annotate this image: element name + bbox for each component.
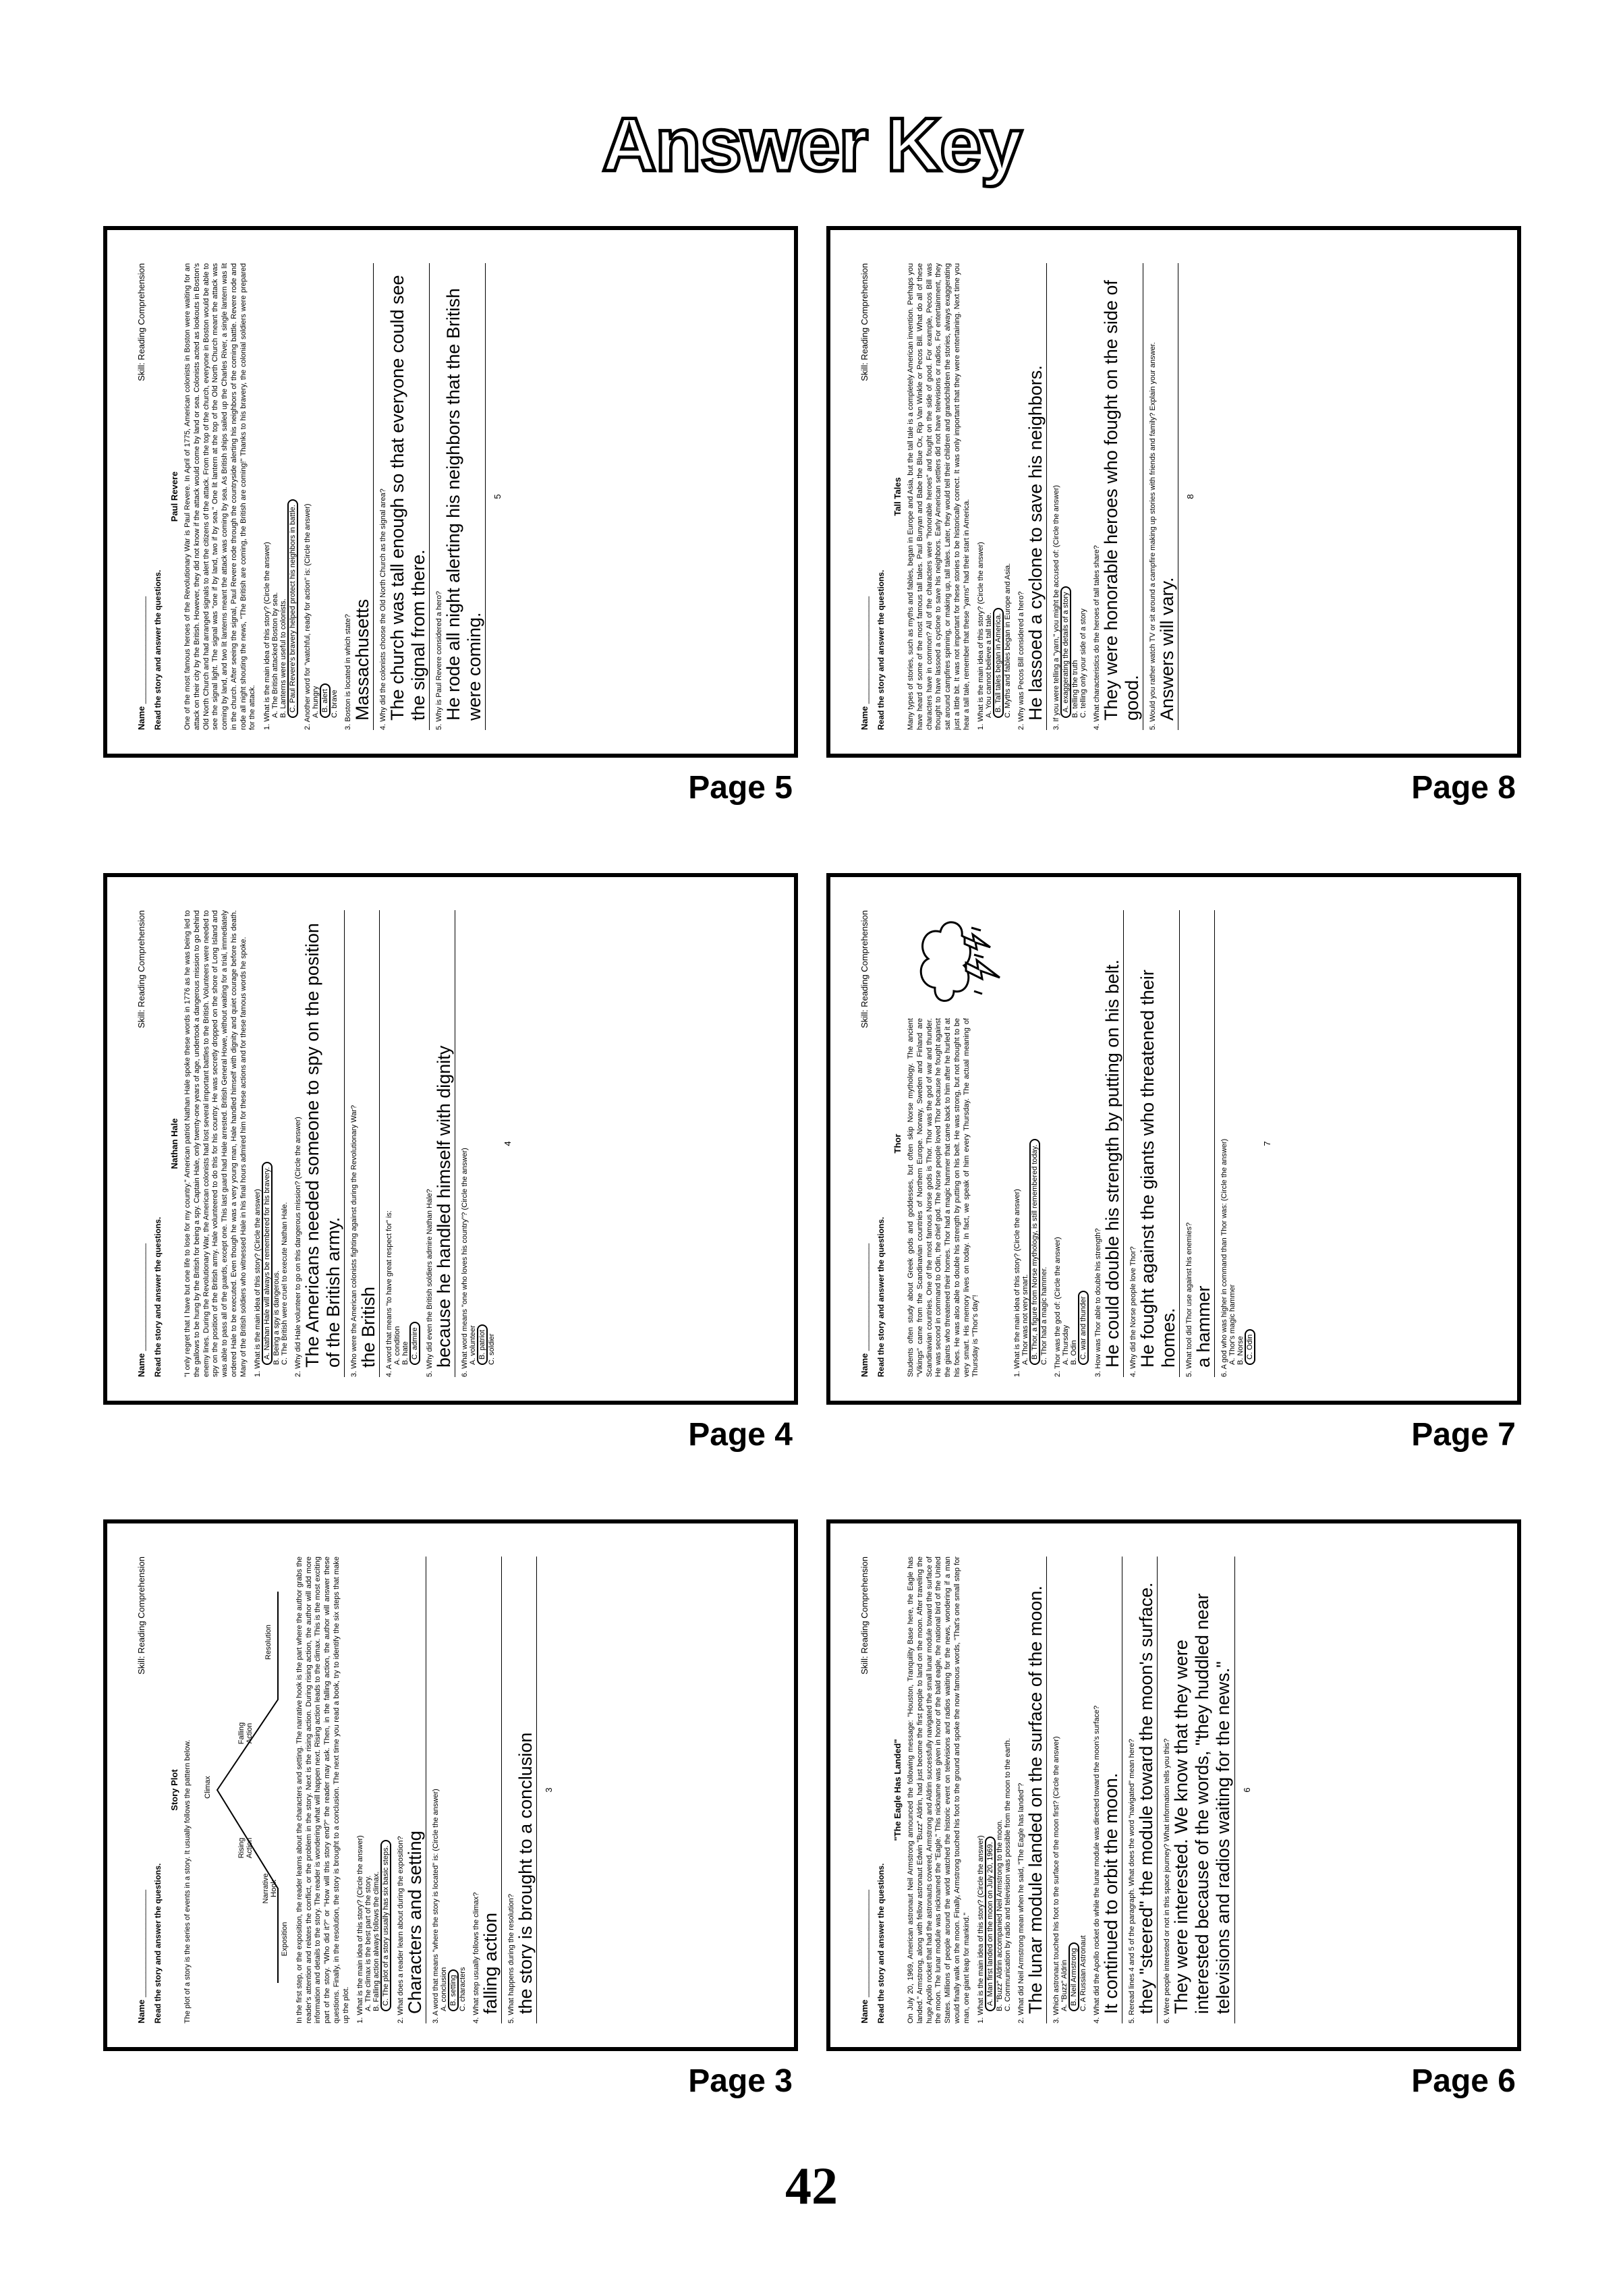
thumbnail-page-8 bbox=[826, 226, 1521, 806]
thumbnail-page-7 bbox=[826, 873, 1521, 1453]
question-1: 1. What is the main idea of this story? (Circle the answer) bbox=[977, 1835, 986, 2023]
question-1: 1. What is the main idea of this story? (Circle the answer) bbox=[1013, 1189, 1021, 1377]
name-label: Name ______________________ bbox=[859, 596, 870, 730]
circled-answer: C. The plot of a story usually has six basic steps. bbox=[380, 1840, 391, 2011]
circled-answer: B. Tall tales began in America. bbox=[993, 608, 1004, 718]
question-3: 3. How was Thor able to double his strength? bbox=[1094, 1228, 1102, 1377]
page-footer-number: 7 bbox=[1262, 1141, 1273, 1146]
option: A. Thor's magic hammer bbox=[1228, 1284, 1237, 1365]
page-footer-number: 8 bbox=[1185, 494, 1196, 499]
question-5: 5. Reread lines 4 and 5 of the paragraph. What does the word "navigated" mean here? bbox=[1128, 1739, 1137, 2023]
diagram-label-rising: Rising Action bbox=[237, 1837, 254, 1859]
option: C. brave bbox=[331, 690, 339, 718]
story-title: Paul Revere bbox=[169, 471, 179, 522]
circled-answer: C. Paul Revere's bravery helped protect his neighbors in battle. bbox=[287, 499, 298, 718]
story-body: Many types of stories, such as myths and fables, began in Europe and Asia, but the tall tale is a completely American invention. Perhaps you have heard of some of the most famous tall tales. Paul Bunyan and Babe the Blue Ox, Rip Van Winkle or Pecos Bill. What do all of these characters have in common? All of the characters were "honorable heroes" and fought on the side of good. For example, Pecos Bill was thought to have lassoed a cyclone to save his neighbors. Early American settlers did not have televisions or radios. For entertainment, they sat around campfires spinning, or making up, tall tales. Later, they would tell their children and grandchildren the stories, always exaggerating just a little bit. It was not important for these stories to be historically correct. It was only important that they were entertaining. Next time you hear a tall tale, remember that these "yarns" had their start in America. bbox=[907, 263, 971, 730]
question-4: 4. What characteristics do the heroes of tall tales share? bbox=[1093, 545, 1102, 730]
handwritten-answer: Answers will vary. bbox=[1157, 263, 1178, 730]
option: B. telling the truth bbox=[1071, 660, 1080, 718]
option: C. telling only your side of a story bbox=[1079, 608, 1088, 718]
question-4: 4. A word that means "to have great respect for" is: bbox=[385, 1210, 394, 1377]
circled-answer: A. exaggerating the details of a story bbox=[1060, 586, 1071, 718]
question-1: 1. What is the main idea of this story? (Circle the answer) bbox=[977, 542, 986, 730]
name-label: Name ______________________ bbox=[136, 1243, 146, 1377]
page-label: Page 8 bbox=[1411, 770, 1516, 806]
handwritten-answer: They were interested. We know that they were interested because of the words, "they huddled near televisions and radios waiting for the news." bbox=[1171, 1557, 1234, 2023]
circled-answer: A. Nathan Hale will always be remembered for his bravery. bbox=[262, 1162, 273, 1365]
circled-answer: B. Neil Armstrong bbox=[1069, 1942, 1079, 2011]
question-2: 2. What did Neil Armstrong mean when he said, "The Eagle has landed"? bbox=[1017, 1783, 1026, 2023]
thumbnail-page-4 bbox=[103, 873, 798, 1453]
skill-label: Skill: Reading Comprehension bbox=[136, 1557, 146, 1675]
story-title: Tall Tales bbox=[892, 477, 903, 516]
question-1: 1. What is the main idea of this story? (Circle the answer) bbox=[356, 1835, 365, 2023]
handwritten-answer: Massachusetts bbox=[352, 263, 374, 730]
instructions: Read the story and answer the questions. bbox=[153, 1216, 163, 1377]
thumbnail-page-6 bbox=[826, 1519, 1521, 2099]
handwritten-answer: Characters and setting bbox=[405, 1557, 426, 2023]
option: A. conclusion bbox=[440, 1967, 449, 2011]
option: A. condition bbox=[393, 1326, 402, 1365]
question-5: 5. Would you rather watch TV or sit around a campfire making up stories with friends and family? Explain your answer. bbox=[1149, 342, 1158, 730]
page-number: 42 bbox=[785, 2156, 838, 2215]
thumbnail-page-5 bbox=[103, 226, 798, 806]
circled-answer: B. setting bbox=[448, 1969, 459, 2011]
question-4: 4. Why did the Norse people love Thor? bbox=[1129, 1246, 1138, 1377]
question-2: 2. Why did Hale volunteer to go on this dangerous mission? (Circle the answer) bbox=[294, 1117, 303, 1377]
option: B. Falling action always follows the climax. bbox=[372, 1871, 381, 2011]
handwritten-answer: because he handled himself with dignity bbox=[434, 910, 455, 1377]
handwritten-answer: It continued to orbit the moon. bbox=[1101, 1557, 1122, 2023]
option: A. Thor was not very smart. bbox=[1021, 1274, 1029, 1365]
worksheet-page-8 bbox=[859, 263, 1489, 730]
skill-label: Skill: Reading Comprehension bbox=[859, 1557, 870, 1675]
handwritten-answer: falling action bbox=[480, 1557, 502, 2023]
option: A. volunteer bbox=[469, 1325, 478, 1365]
worksheet-page-5 bbox=[136, 263, 766, 730]
circled-answer: C. war and thunder bbox=[1078, 1291, 1089, 1365]
question-1: 1. What is the main idea of this story? (Circle the answer) bbox=[263, 542, 271, 730]
page-footer-number: 6 bbox=[1241, 1787, 1252, 1793]
page-footer-number: 5 bbox=[492, 494, 503, 499]
thumbnail-frame bbox=[103, 873, 798, 1405]
handwritten-answer: He rode all night alerting his neighbors that the British were coming. bbox=[443, 263, 486, 730]
page-label: Page 6 bbox=[1411, 2063, 1516, 2099]
page-title: Answer Key bbox=[602, 103, 1021, 187]
worksheet-page-4 bbox=[136, 910, 766, 1377]
handwritten-answer: the story is brought to a conclusion bbox=[515, 1557, 537, 2023]
question-6: 6. A god who was higher in command than Thor was: (Circle the answer) bbox=[1220, 1138, 1229, 1377]
story-title: Thor bbox=[892, 1133, 903, 1154]
option: C. Myths and fables began in Europe and Asia. bbox=[1004, 563, 1013, 718]
page-label: Page 3 bbox=[688, 2063, 793, 2099]
option: B. Being a spy is dangerous. bbox=[273, 1270, 281, 1365]
question-3: 3. Which astronaut touched his foot to the surface of the moon first? (Circle the answer) bbox=[1052, 1736, 1061, 2023]
circled-answer: A. Man first landed on the moon on July 20, 1969. bbox=[985, 1837, 996, 2011]
story-body: On July 20, 1969, American astronaut Neil Armstrong announced the following message: "Houston, Tranquility Base here, the Eagle has landed." Armstrong, along with fellow astronaut Edwin "Buzz" Aldrin, had just become the first people to land on the moon. After traveling the huge Apollo rocket that had the astronauts covered, Armstrong and Aldrin successfully navigated the small lunar module toward the surface of the moon. The lunar module was nicknamed the "Eagle." This nickname was given in honor of the bald eagle, the national bird of the United States. Millions of people around the world watched the historic event on televisions and radios waiting for the news, wondering if a man would finally walk on the moon. Finally, Armstrong touched his foot to the ground and spoke the now famous words, "That's one small step for man, one giant leap for mankind." bbox=[907, 1557, 971, 2023]
handwritten-answer: a hammer bbox=[1193, 910, 1215, 1377]
name-label: Name ______________________ bbox=[859, 1243, 870, 1377]
instructions: Read the story and answer the questions. bbox=[153, 1863, 163, 2023]
skill-label: Skill: Reading Comprehension bbox=[859, 910, 870, 1028]
option: A. The climax is the best part of the story. bbox=[364, 1875, 373, 2011]
option: B. "Buzz" Aldrin accompanied Neil Armstrong to the moon. bbox=[996, 1819, 1004, 2011]
question-5: 5. Why is Paul Revere considered a hero? bbox=[435, 590, 444, 730]
page-label: Page 5 bbox=[688, 770, 793, 806]
question-4: 4. What did the Apollo rocket do while the lunar module was directed toward the moon's surface? bbox=[1093, 1705, 1102, 2023]
option: A. The British attacked Boston by sea. bbox=[271, 592, 279, 718]
option: B. Odin bbox=[1070, 1340, 1078, 1365]
name-label: Name ______________________ bbox=[859, 1889, 870, 2023]
handwritten-answer: the British bbox=[358, 910, 380, 1377]
question-3: 3. Who were the American colonists fighting against during the Revolutionary War? bbox=[350, 1104, 359, 1377]
thumbnail-frame bbox=[103, 1519, 798, 2051]
page-label: Page 7 bbox=[1411, 1417, 1516, 1453]
thumbnail-frame bbox=[826, 226, 1521, 758]
question-1: 1. What is the main idea of this story? (Circle the answer) bbox=[254, 1189, 262, 1377]
circled-answer: B. Thor, a figure from Norse mythology, is still remembered today. bbox=[1029, 1139, 1040, 1365]
instructions: Read the story and answer the questions. bbox=[876, 1863, 886, 2023]
worksheet-page-7 bbox=[859, 910, 1489, 1377]
option: A. Thursday bbox=[1062, 1324, 1070, 1365]
diagram-label-falling: Falling Action bbox=[237, 1722, 254, 1745]
page-footer-number: 3 bbox=[544, 1787, 554, 1793]
instructions: Read the story and answer the questions. bbox=[153, 569, 163, 730]
thumbnail-frame bbox=[826, 873, 1521, 1405]
option: C. Communication by radio and television was possible from the moon to the earth. bbox=[1004, 1738, 1013, 2011]
question-6: 6. Were people interested or not in this space journey? What information tells you this? bbox=[1163, 1738, 1172, 2023]
question-6: 6. What word means "one who loves his country"? (Circle the answer) bbox=[461, 1148, 469, 1377]
story-body: Students often study about Greek gods and goddesses, but often skip Norse mythology. The ancient "Vikings" came from the Scandinavian countries of Northern Europe. Norway, Sweden and Finland are Scandinavian countries. One of the most famous Norse gods is Thor. Thor was the god of war and thunder. He was second in command to Odin, the chief god. The Norse people loved Thor because he fought against the giants who threatened their homes. Thor had a magic hammer that came back to him after he hurled it at his foes. He was also able to double his strength by putting on his belt. He was strong, but not thought to be very smart. His memory lives on today. In fact, we speak of him every Thursday. The actual meaning of Thursday is "Thor's day"! bbox=[907, 1018, 980, 1377]
option: A. hungry bbox=[312, 685, 320, 718]
question-5: 5. Why did even the British soldiers admire Nathan Hale? bbox=[426, 1189, 434, 1377]
option: A. You cannot believe a tall tale. bbox=[985, 613, 994, 718]
thumbnail-frame bbox=[103, 226, 798, 758]
option: A. "Buzz" Aldrin bbox=[1060, 1959, 1069, 2011]
question-5: 5. What tool did Thor use against his enemies? bbox=[1185, 1222, 1194, 1377]
page-label: Page 4 bbox=[688, 1417, 793, 1453]
handwritten-answer: He lassoed a cyclone to save his neighbors. bbox=[1025, 263, 1047, 730]
skill-label: Skill: Reading Comprehension bbox=[136, 263, 146, 381]
plot-diagram bbox=[197, 1557, 291, 2023]
worksheet-page-3 bbox=[136, 1557, 766, 2023]
circled-answer: C. Odin bbox=[1245, 1329, 1255, 1365]
handwritten-answer: He fought against the giants who threatened their homes. bbox=[1137, 910, 1180, 1377]
diagram-label-hook: Narrative Hook bbox=[261, 1873, 278, 1904]
handwritten-answer: The Americans needed someone to spy on the position of the British army. bbox=[302, 910, 345, 1377]
page-footer-number: 4 bbox=[503, 1141, 513, 1146]
story-title: "The Eagle Has Landed" bbox=[892, 1739, 903, 1841]
question-3: 3. A word that means "where the story is located" is: (Circle the answer) bbox=[432, 1789, 440, 2023]
name-label: Name ______________________ bbox=[136, 596, 146, 730]
name-label: Name ______________________ bbox=[136, 1889, 146, 2023]
handwritten-answer: They were honorable heroes who fought on the side of good. bbox=[1101, 263, 1143, 730]
handwritten-answer: they "steered" the module toward the moon's surface. bbox=[1136, 1557, 1158, 2023]
thumbnail-frame bbox=[826, 1519, 1521, 2051]
question-4: 4. Why did the colonists choose the Old North Church as the signal area? bbox=[379, 488, 388, 730]
question-4: 4. What step usually follows the climax? bbox=[472, 1892, 481, 2023]
circled-answer: B. patriot bbox=[477, 1324, 488, 1365]
diagram-label-exposition: Exposition bbox=[280, 1922, 289, 1957]
option: B. Lanterns were useful to colonists. bbox=[279, 598, 287, 718]
worksheet-page-6 bbox=[859, 1557, 1489, 2023]
instructions: Read the story and answer the questions. bbox=[876, 569, 886, 730]
handwritten-answer: The lunar module landed on the surface of the moon. bbox=[1025, 1557, 1047, 2023]
story-body: One of the most famous heroes of the Revolutionary War is Paul Revere. In April of 1775, American colonists in Boston were waiting for an attack on their city by the British. However, they did not know if the attack would come by land or sea. Colonists acted as lookouts in Boston's Old North Church and had arranged signals to alert the citizens of the attack. From the top of the church, everyone in Boston would be able to see the signal light. The signal was "one if by land, two if by sea." One lit lantern at the top of the Old North Church meant the attack was coming by land, and two lit lanterns meant the attack was coming by sea. As British ships sailed up the Charles River, a single lantern was lit in the church. After seeing the signal, Paul Revere rode through the countryside alerting his neighbors of the coming battle. Revere rode and rode all night shouting the news, "The British are coming, the British are coming!" Thanks to his bravery, the colonial soldiers were prepared for the attack. bbox=[183, 263, 257, 730]
story-title: Nathan Hale bbox=[169, 1118, 179, 1169]
question-2: 2. What does a reader learn about during the exposition? bbox=[397, 1836, 405, 2023]
handwritten-answer: The church was tall enough so that everyone could see the signal from there. bbox=[387, 263, 430, 730]
thumbnail-page-3 bbox=[103, 1519, 798, 2099]
option: B. Norse bbox=[1236, 1336, 1245, 1365]
storm-cloud-illustration bbox=[907, 910, 1008, 1011]
circled-answer: B. alert bbox=[320, 683, 331, 718]
story-intro: The plot of a story is the series of events in a story. It usually follows the pattern below. bbox=[183, 1739, 192, 2023]
option: C. The British were cruel to execute Nathan Hale. bbox=[281, 1202, 289, 1365]
handwritten-answer: He could double his strength by putting on his belt. bbox=[1102, 910, 1124, 1377]
story-body: In the first step, or the exposition, the reader learns about the characters and setting. The narrative hook is the part where the author grabs the reader's attention and relates the conflict, or the problem in the story. Next is the rising action. During rising action, the author will add more information and details to the story. The reader is wondering what will happen next. Rising action leads to the climax. This is the most exciting part of the story. "Who did it?" or "How will this story end?" the reader may ask. Then, in the falling action, the author will answer these questions. Finally, in the resolution, the story is brought to a conclusion. The next time you read a book, try to identify the six steps that make up the plot. bbox=[295, 1557, 350, 2023]
option: C. characters bbox=[459, 1967, 467, 2011]
instructions: Read the story and answer the questions. bbox=[876, 1216, 886, 1377]
option: C. Thor had a magic hammer. bbox=[1040, 1266, 1048, 1365]
option: C. soldier bbox=[488, 1333, 496, 1365]
question-5: 5. What happens during the resolution? bbox=[507, 1893, 516, 2023]
story-body: "I only regret that I have but one life to lose for my country." American patriot Nathan Hale spoke these words in 1776 as he was being led to the gallows to be hung by the British for being a spy. Captain Hale, only twenty-one years of age, undertook a dangerous mission to go behind enemy lines. During the Revolutionary War, the American colonists had lost several important battles to the British. Volunteers were needed to spy on the position of the British army. Hale volunteered to do this for his country. He was secretly dropped on the shore of Long Island and was able to pass all of the guards, except one. This last guard had Hale arrested. British General Howe, without waiting for a trial, immediately ordered Hale to be executed. Even though he was a very young man, Hale handled himself with dignity and quiet courage before his death. Many of the British soldiers who witnessed Hale in his final hours admired him for these actions and for these famous words he spoke. bbox=[183, 910, 248, 1377]
question-2: 2. Why was Pecos Bill considered a hero? bbox=[1017, 591, 1026, 730]
circled-answer: C. admire bbox=[409, 1322, 420, 1365]
diagram-label-resolution: Resolution bbox=[264, 1625, 273, 1660]
story-title: Story Plot bbox=[169, 1769, 179, 1811]
skill-label: Skill: Reading Comprehension bbox=[136, 910, 146, 1028]
question-3: 3. If you were telling a "yarn," you might be accused of: (Circle the answer) bbox=[1052, 484, 1061, 730]
option: C. A Russian Astronaut bbox=[1079, 1935, 1088, 2011]
question-2: 2. Thor was the god of: (Circle the answer) bbox=[1054, 1237, 1062, 1377]
diagram-label-climax: Climax bbox=[203, 1776, 212, 1799]
skill-label: Skill: Reading Comprehension bbox=[859, 263, 870, 381]
question-3: 3. Boston is located in which state? bbox=[344, 614, 352, 730]
option: B. hate bbox=[401, 1341, 410, 1365]
question-2: 2. Another word for "watchful, ready for action" is: (Circle the answer) bbox=[304, 503, 312, 730]
